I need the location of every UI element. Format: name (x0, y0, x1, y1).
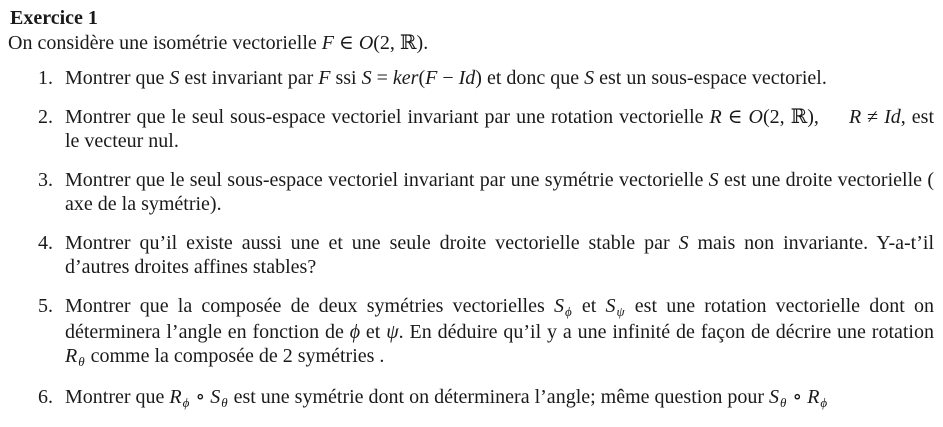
text-run: est une rotation vectorielle dont on déterminera l’angle en fonction de (65, 295, 934, 343)
text-run: . En déduire qu’il y a une infinité de façon de décrire une rotation (398, 321, 934, 343)
math-symbol: ψ (386, 321, 399, 343)
exercise-item (8, 168, 934, 216)
text-run: (2, ℝ), (763, 106, 849, 128)
math-subscript: ϕ (564, 304, 572, 319)
math-symbol: S (605, 295, 616, 317)
item-number: 5. (38, 295, 53, 317)
math-symbol: R (709, 106, 722, 128)
exercise-item (8, 294, 934, 370)
text-run: ssi (330, 67, 362, 89)
text-run: On considère une isométrie vectorielle (8, 32, 322, 54)
text-run: est invariant par (179, 67, 319, 89)
math-symbol: S (584, 67, 595, 89)
math-symbol: ker (392, 67, 419, 89)
math-symbol: O (358, 32, 374, 54)
text-run: ≠ (861, 106, 885, 128)
math-symbol: S (210, 386, 221, 408)
math-subscript: ψ (616, 304, 625, 319)
text-run: ∘ (190, 386, 211, 408)
math-symbol: Id (884, 106, 901, 128)
text-run: ∈ (334, 32, 359, 54)
text-run: (2, ℝ). (373, 32, 429, 54)
text-run: − (437, 67, 459, 89)
text-run: ∈ (721, 106, 749, 128)
math-subscript: ϕ (182, 395, 190, 410)
item-number: 6. (38, 386, 53, 408)
math-symbol: S (768, 386, 779, 408)
text-run: Montrer que (65, 386, 170, 408)
text-run: mais non invariante. Y-a-t’il d’autres droites affines stables? (65, 232, 934, 278)
exercise-item (8, 66, 934, 90)
math-subscript: θ (221, 395, 228, 410)
text-run: et (572, 295, 606, 317)
item-number: 2. (38, 106, 53, 128)
item-text (65, 231, 934, 279)
text-run: est une droite vectorielle ( axe de la symétrie). (65, 169, 934, 215)
math-subscript: ϕ (820, 395, 828, 410)
text-run: ) et donc que (475, 67, 585, 89)
math-symbol: F (321, 32, 334, 54)
item-text (65, 168, 934, 216)
math-symbol: S (361, 67, 372, 89)
text-run: est un sous-espace vectoriel. (594, 67, 827, 89)
exercise-item (8, 385, 934, 411)
text-run: Montrer que le seul sous-espace vectoriel invariant par une symétrie vectorielle (65, 169, 709, 191)
exercise-title: Exercice 1 (10, 7, 98, 29)
item-text (65, 105, 934, 153)
item-number: 4. (38, 232, 53, 254)
text-run: Montrer que (65, 67, 170, 89)
text-run: , est le vecteur nul. (65, 106, 935, 152)
item-number: 3. (38, 169, 53, 191)
text-run: ∘ (787, 386, 808, 408)
math-symbol: S (708, 169, 719, 191)
math-symbol: R (848, 106, 862, 128)
math-symbol: F (425, 67, 438, 89)
math-symbol: S (678, 232, 689, 254)
exercise-list (8, 66, 934, 411)
math-symbol: O (748, 106, 763, 128)
exercise-item (8, 105, 934, 153)
text-run: et (360, 321, 387, 343)
text-run: est une symétrie dont on déterminera l’angle; même question pour (228, 386, 769, 408)
math-symbol: R (169, 386, 182, 408)
math-symbol: R (807, 386, 820, 408)
text-run: Montrer qu’il existe aussi une et une seule droite vectorielle stable par (65, 232, 679, 254)
math-symbol: F (318, 67, 331, 89)
math-symbol: Id (458, 67, 476, 89)
text-run: Montrer que le seul sous-espace vectoriel invariant par une rotation vectorielle (65, 106, 710, 128)
math-subscript: θ (78, 354, 85, 369)
math-symbol: S (553, 295, 564, 317)
item-text (65, 294, 934, 370)
math-symbol: ϕ (349, 321, 361, 343)
text-run: comme la composée de 2 symétries . (85, 345, 385, 367)
text-run: Montrer que la composée de deux symétries vectorielles (65, 295, 554, 317)
exercise-item (8, 231, 934, 279)
item-text (65, 66, 934, 90)
text-run: ( (418, 67, 426, 89)
math-symbol: S (169, 67, 180, 89)
item-text (65, 385, 934, 411)
text-run: = (371, 67, 393, 89)
intro-line (8, 31, 934, 55)
math-symbol: R (65, 345, 78, 367)
math-subscript: θ (779, 395, 787, 410)
item-number: 1. (38, 67, 53, 89)
